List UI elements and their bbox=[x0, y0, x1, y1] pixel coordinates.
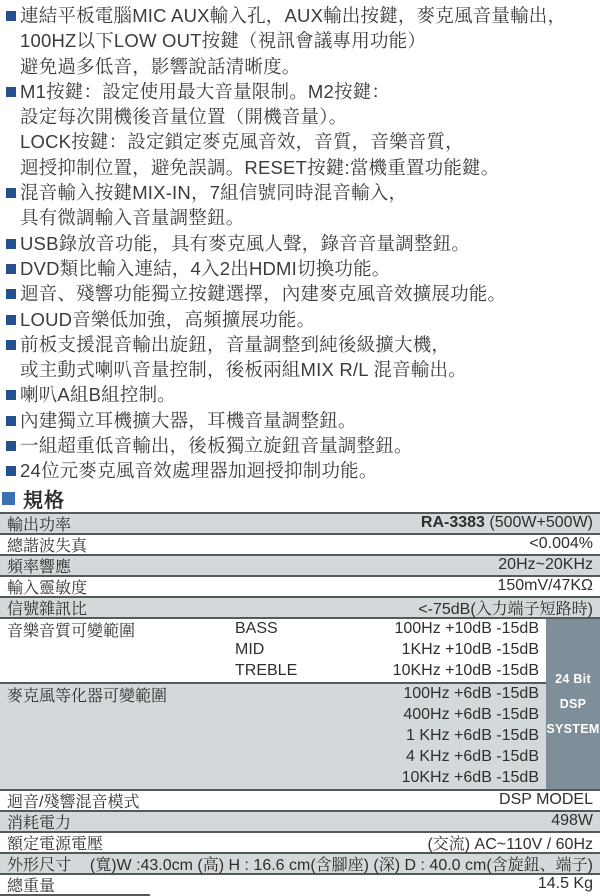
bullet-square-icon bbox=[6, 239, 16, 249]
eq-row bbox=[0, 768, 546, 789]
bullet-square-icon bbox=[6, 188, 16, 198]
eq-value: 10KHz +10dB -15dB bbox=[392, 662, 539, 680]
table-row-snr bbox=[0, 596, 600, 617]
eq-value: 1 KHz +6dB -15dB bbox=[406, 727, 539, 745]
feature-line bbox=[0, 256, 600, 281]
feature-line bbox=[0, 408, 600, 433]
feature-line bbox=[0, 205, 600, 230]
bullet-square-icon bbox=[6, 264, 16, 274]
feature-text: 避免過多低音，影響說話清晰度。 bbox=[20, 55, 301, 77]
spec-section-heading bbox=[0, 488, 600, 513]
eq-band: BASS bbox=[235, 620, 278, 638]
feature-text: DVD類比輸入連結，4入2出HDMI切換功能。 bbox=[20, 257, 391, 279]
bullet-square-icon bbox=[6, 466, 16, 476]
feature-text: 迴音、殘響功能獨立按鍵選擇，內建麥克風音效擴展功能。 bbox=[20, 283, 507, 305]
dsp-system-badge bbox=[546, 619, 600, 789]
feature-line bbox=[0, 382, 600, 407]
row-label: 總諧波失真 bbox=[7, 537, 88, 555]
row-value: (寬)W :43.0cm (高) H : 16.6 cm(含腳座) (深) D : 40.0 cm(含旋鈕、端子) bbox=[89, 856, 593, 874]
feature-line bbox=[0, 54, 600, 79]
feature-line bbox=[0, 180, 600, 205]
row-label: 外形尺寸 bbox=[7, 856, 72, 874]
row-value: 20Hz~20KHz bbox=[498, 556, 593, 574]
eq-band: MID bbox=[235, 641, 265, 659]
feature-line bbox=[0, 3, 600, 28]
feature-line bbox=[0, 281, 600, 306]
eq-row bbox=[0, 684, 546, 705]
eq-value: 4 KHz +6dB -15dB bbox=[406, 748, 539, 766]
model-number: RA-3383 bbox=[420, 514, 485, 532]
eq-row bbox=[0, 619, 546, 640]
feature-text: LOCK按鍵：設定鎖定麥克風音效，音質，音樂音質， bbox=[20, 131, 464, 153]
eq-row bbox=[0, 661, 546, 682]
table-row-weight bbox=[0, 873, 600, 894]
row-label: 總重量 bbox=[7, 877, 56, 895]
row-label: 信號雜訊比 bbox=[7, 600, 88, 618]
badge-line: SYSTEM bbox=[546, 721, 600, 736]
row-label: 頻率響應 bbox=[7, 558, 72, 576]
bullet-square-icon bbox=[6, 87, 16, 97]
feature-line bbox=[0, 433, 600, 458]
feature-line bbox=[0, 79, 600, 104]
feature-text: 24位元麥克風音效處理器加迴授抑制功能。 bbox=[20, 460, 378, 482]
eq-row bbox=[0, 705, 546, 726]
feature-text: 具有微調輸入音量調整鈕。 bbox=[20, 207, 245, 229]
music-eq-block bbox=[0, 619, 546, 682]
eq-band: TREBLE bbox=[235, 662, 298, 680]
feature-text: LOUD音樂低加強，高頻擴展功能。 bbox=[20, 308, 316, 330]
eq-value: 100Hz +10dB -15dB bbox=[394, 620, 539, 638]
table-row-output-power bbox=[0, 512, 600, 533]
feature-text: 內建獨立耳機擴大器，耳機音量調整鈕。 bbox=[20, 409, 357, 431]
row-label: 消耗電力 bbox=[7, 814, 72, 832]
row-label: 輸入靈敏度 bbox=[7, 579, 88, 597]
feature-text: 混音輸入按鍵MIX-IN，7組信號同時混音輸入， bbox=[20, 182, 408, 204]
row-value: 150mV/47KΩ bbox=[497, 577, 593, 595]
spec-table bbox=[0, 512, 600, 896]
feature-text: 100HZ以下LOW OUT按鍵（視訊會議專用功能） bbox=[20, 30, 427, 52]
eq-section bbox=[0, 617, 600, 789]
bullet-square-icon bbox=[6, 289, 16, 299]
row-label: 音樂音質可變範圍 bbox=[7, 622, 136, 640]
bullet-square-icon bbox=[6, 441, 16, 451]
heading-square-icon bbox=[2, 492, 15, 505]
bullet-square-icon bbox=[6, 390, 16, 400]
feature-line bbox=[0, 332, 600, 357]
feature-text: 前板支援混音輸出旋鈕，音量調整到純後級擴大機， bbox=[20, 333, 451, 355]
row-value: <0.004% bbox=[529, 535, 593, 553]
feature-line bbox=[0, 28, 600, 53]
bullet-square-icon bbox=[6, 340, 16, 350]
bullet-square-icon bbox=[6, 11, 16, 21]
row-value: 14.5 Kg bbox=[537, 875, 593, 893]
table-row-frequency-response bbox=[0, 554, 600, 575]
badge-line: 24 Bit bbox=[555, 671, 591, 686]
row-value bbox=[71, 514, 593, 532]
eq-value: 100Hz +6dB -15dB bbox=[403, 685, 539, 703]
row-label: 麥克風等化器可變範圍 bbox=[7, 687, 168, 705]
feature-line bbox=[0, 104, 600, 129]
mic-eq-block bbox=[0, 682, 546, 789]
row-label: 輸出功率 bbox=[7, 516, 72, 534]
row-label: 額定電源電壓 bbox=[7, 835, 104, 853]
table-row-thd bbox=[0, 533, 600, 554]
table-row-rated-voltage bbox=[0, 831, 600, 852]
eq-rows bbox=[0, 619, 546, 789]
feature-text: 或主動式喇叭音量控制，後板兩組MIX R/L 混音輸出。 bbox=[20, 359, 467, 381]
feature-text: 連結平板電腦MIC AUX輸入孔，AUX輸出按鍵，麥克風音量輸出， bbox=[20, 5, 567, 26]
feature-text: 設定每次開機後音量位置（開機音量）。 bbox=[20, 106, 348, 128]
feature-text: USB錄放音功能，具有麥克風人聲，錄音音量調整鈕。 bbox=[20, 232, 471, 254]
feature-text: 迴授抑制位置，避免誤調。RESET按鍵:當機重置功能鍵。 bbox=[20, 156, 500, 178]
feature-line bbox=[0, 155, 600, 180]
feature-text: 喇叭A組B組控制。 bbox=[20, 384, 176, 406]
eq-row bbox=[0, 640, 546, 661]
eq-row bbox=[0, 747, 546, 768]
table-row-power-consumption bbox=[0, 810, 600, 831]
eq-value: 1KHz +10dB -15dB bbox=[401, 641, 539, 659]
feature-line bbox=[0, 129, 600, 154]
power-rating: (500W+500W) bbox=[484, 514, 593, 532]
table-row-input-sensitivity bbox=[0, 575, 600, 596]
feature-line bbox=[0, 357, 600, 382]
bullet-square-icon bbox=[6, 315, 16, 325]
badge-line: DSP bbox=[559, 696, 587, 711]
feature-text: 一組超重低音輸出，後板獨立旋鈕音量調整鈕。 bbox=[20, 435, 413, 457]
table-row-echo-mode bbox=[0, 789, 600, 810]
feature-line bbox=[0, 307, 600, 332]
row-value: <-75dB(入力端子短路時) bbox=[418, 600, 593, 618]
row-label: 迴音/殘響混音模式 bbox=[7, 793, 140, 811]
feature-line bbox=[0, 231, 600, 256]
row-value: 498W bbox=[551, 812, 593, 830]
row-value: DSP MODEL bbox=[499, 791, 593, 809]
feature-line bbox=[0, 458, 600, 483]
row-value: (交流) AC~110V / 60Hz bbox=[427, 835, 593, 853]
eq-value: 10KHz +6dB -15dB bbox=[401, 769, 539, 787]
bullet-square-icon bbox=[6, 416, 16, 426]
eq-row bbox=[0, 726, 546, 747]
feature-text: M1按鍵：設定使用最大音量限制。M2按鍵： bbox=[20, 80, 391, 102]
eq-value: 400Hz +6dB -15dB bbox=[403, 706, 539, 724]
spec-heading-text: 規格 bbox=[23, 490, 65, 513]
table-row-dimensions bbox=[0, 852, 600, 873]
